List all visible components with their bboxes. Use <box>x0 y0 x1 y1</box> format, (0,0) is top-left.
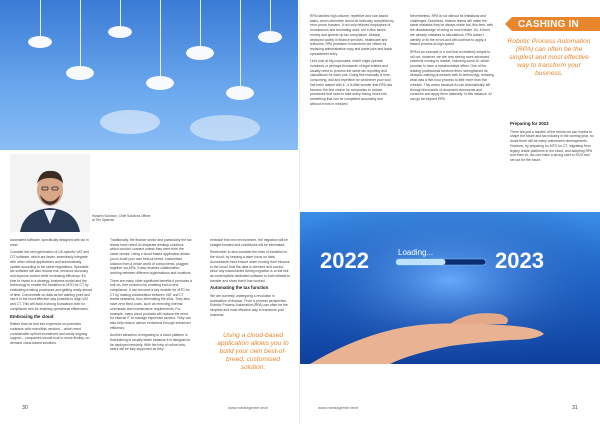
paragraph: Traditionally, the finance sector and particularly the tax teams have relied on disparate desktop solutions which couldn't connect unless they were from the same vendor. Using a cloud-based application allows you to build your own best-of-breed, customised solution from a whole world of components, plugged together via APIs. It also enables collaboration working between different organisations and locations. <box>110 238 192 275</box>
loading-label: Loading... <box>398 248 434 257</box>
right-header-band <box>512 17 600 31</box>
right-column-2 <box>410 14 494 105</box>
left-pull-quote <box>214 332 292 372</box>
paragraph: RPA handles high-volume, repetitive and rule-based tasks, which otherwise would be tediously completed by error-prone humans. It not only relieves employees of monotonous and frustrating work, but it also saves money and speeds up tax compliance. Already deployed widely in finance services, healthcare and telecoms, RPA promises to transform tax offices by replacing administrative copy and paste jobs and basic spreadsheet entry. <box>310 14 394 56</box>
paragraph: Let's look at big corporates, which might operate hundreds or perhaps thousands of legal entities and usually need to process the same tax reporting and calculations for each one. Doing this manually is time-consuming, dull and repetitive for whichever poor soul has been tasked with it - it is little wonder that RPA has become the first choice for companies to reduce processes that used to take many boring hours into something that can be completed accurately and without errors in minutes! <box>310 59 393 106</box>
left-column-3 <box>210 238 292 321</box>
left-footer-url: www.mediagenter.tech <box>228 405 269 410</box>
loading-2023-banner <box>300 212 600 364</box>
paragraph: automated software, specifically designed with tax in mind. <box>10 238 89 247</box>
author-portrait <box>10 154 90 232</box>
paragraph: RPA is an example of a tool that is relatively simple to roll out; however, we are now seeing more advanced solutions coming to market, including some AI, which promise to have a transformative effect. One of the leading professional services firms' strengthened its decision-making processes with AI technology, reducing what was a five-hour process to little more than five minutes. This works because AI can automatically sift through thousands of document documents and consume and apply them rationally. In this instance, AI can go far beyond RPA. <box>410 49 494 101</box>
paragraph: There are just a handful of the trends we can expect to shape the future and tax industry in the coming year, no doubt there will be many unforeseen developments. However, by preparing for MTD for CT, migrating from legacy onsite platforms to the cloud, and adopting RPA and even AI, tax can make a strong start to 2023 and set out for the future. <box>510 129 594 162</box>
right-page-number: 31 <box>572 405 578 411</box>
paragraph: Nevertheless, RPA is not without its limitations and challenges. Doubtless, finance teams will make the same mistakes they've always made but, this time, with the disadvantage of doing so much faster. So, if there are already mistakes in calculations, RPA doesn't identify or fix the errors and will continue to apply a flawed process at high speed. <box>410 14 493 47</box>
right-pull-quote <box>506 38 592 78</box>
left-column-2 <box>110 238 192 355</box>
paragraph: Remember to also consider the risks of transition to the cloud, by keeping a laser focus on data. Accountants must ensure when moving from inhouse to the cloud, that the data is checked and correct, since any inaccuracies during migration is a real risk as contemptible dedicated software to both reliable to transfer and show that it has worked. <box>210 250 291 283</box>
section-heading-automating: Automating the tax function <box>210 285 269 291</box>
pull-quote-text: Using a cloud-based application allows you to build your own best-of-breed, customised solution. <box>217 332 289 371</box>
paragraph: Another attraction of migrating to a cloud platform is that training is usually faster because it is designed to be deployed remotely. With the help of online bots, users will be fully supported as they <box>110 333 191 352</box>
section-heading-preparing: Preparing for 2023 <box>510 121 549 126</box>
right-column-3 <box>510 120 594 166</box>
paragraph: Consider the next generation of UK-specific VAT and CIT software, which are faster, seamlessly integrate with other critical applications and automatically update according to the latest regulations. Specialist tax software will also reduce risk, enhance accuracy and improve control while increasing efficiency. It's time to invest in a strategy, business model and the technology to enable the transition to MTD for CT by evaluating existing processes and getting ready ahead of time. Concentrate on data as the starting point and use it in the most effective way possible to align VAT and CT. This will build a strong foundation both for compliance and for enabling operational efficiencies. <box>10 250 92 311</box>
right-header-title: CASHING IN <box>518 18 579 30</box>
year-2023: 2023 <box>495 248 544 273</box>
left-page-number: 30 <box>22 405 28 411</box>
right-footer-url: www.mediagenter.tech <box>318 405 359 410</box>
progress-fill <box>396 259 446 265</box>
portrait-caption <box>92 214 152 223</box>
pull-quote-text: Robotic Process Automation (RPA) can often be the simplest and most effective way to transform your business. <box>507 38 591 77</box>
caption-text: Hussein Solomon, Chief Solutions Officer at Tier Systems <box>92 214 151 223</box>
paragraph: We are currently undergoing a revolution in automation of finance. From a process perspective, Robotic Process Automation (RPA) can often be the simplest and most effective way to transform your business. <box>210 294 288 317</box>
right-header-arrow <box>505 17 512 31</box>
paragraph: Rather than be tied into expensive on-premises contracts with monolithic vendors – which need considerable upfront investment and costly ongoing support – companies should look to move flexibly, on-demand cloud-based solutions. <box>10 322 91 346</box>
right-column-1 <box>310 14 394 109</box>
left-column-1 <box>10 238 92 349</box>
paragraph: embrace this new environment, the migration will be straight-forward and roadblocks will be eliminated. <box>210 238 289 247</box>
hanging-clouds-image <box>0 0 298 150</box>
section-heading-cloud: Embracing the cloud <box>10 313 54 319</box>
year-2022: 2022 <box>320 248 369 273</box>
paragraph: There are many other significant benefits it promotes a bolt-on, free evolution by enabling end-to-end compliance. It can become a key enabler for MTD for CT by making collaboration between VAT and CT teams seamless, thus eliminating the silos. They also have zero fixed costs, such as removing internal overheads and maintenance requirements. For example, many cloud products will replace the need for internal IT to manage expensive servers. They can also help reduce carbon emissions through enhanced efficiency. <box>110 278 192 330</box>
